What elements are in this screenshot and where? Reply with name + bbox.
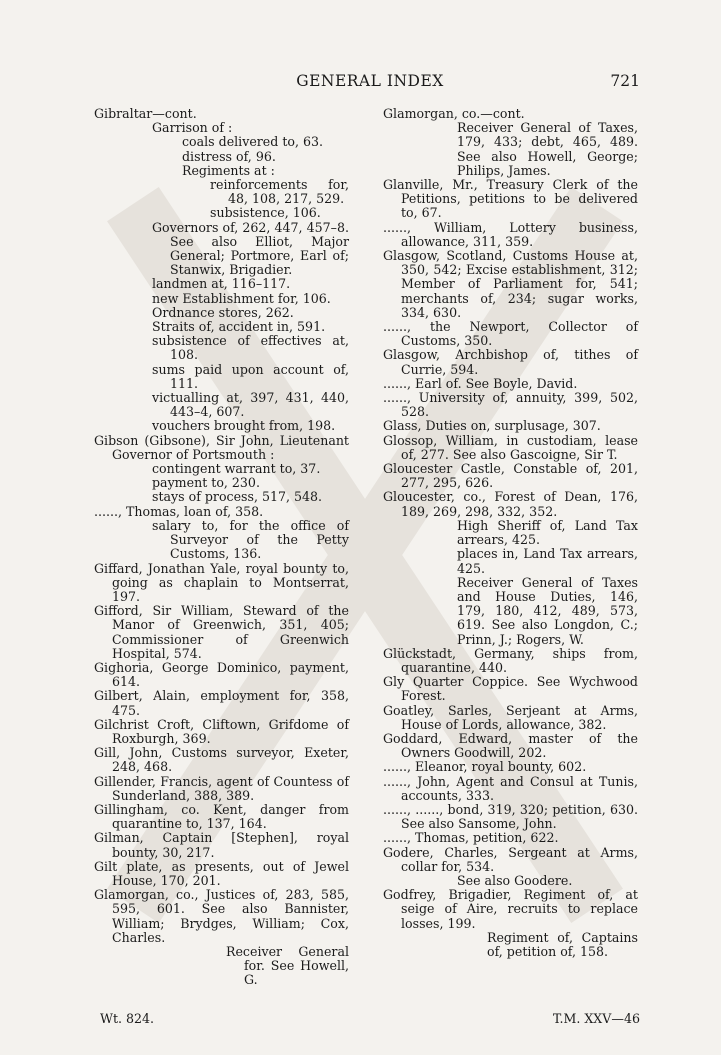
index-entry: Goddard, Edward, master of the Owners Goodwill, 202. — [383, 730, 638, 761]
index-entry: ......, Eleanor, royal bounty, 602. — [383, 759, 587, 775]
index-entry: Gibson (Gibsone), Sir John, Lieutenant Governor of Portsmouth : — [94, 432, 349, 462]
index-entry: Regiment of, Captains of, petition of, 158. — [487, 929, 638, 959]
index-entry: ......, Earl of. See Boyle, David. — [383, 375, 578, 391]
index-entry: Gillender, Francis, agent of Countess of Sunderland, 388, 389. — [94, 773, 349, 803]
index-entry: Gighoria, George Dominico, payment, 614. — [94, 659, 349, 690]
index-entry: landmen at, 116–117. — [152, 276, 291, 292]
index-entry: ......, University of, annuity, 399, 502, 528. — [383, 390, 638, 420]
index-entry: ......, Thomas, loan of, 358. — [94, 503, 264, 519]
index-entry: Gilt plate, as presents, out of Jewel House, 170, 201. — [94, 858, 349, 888]
index-entry: Glamorgan, co., Justices of, 283, 585, 595, 601. See also Bannister, William; Brydges, William; Cox, Charles. — [94, 887, 349, 945]
index-entry: victualling at, 397, 431, 440, 443–4, 607. — [152, 390, 349, 420]
index-entry: Gloucester Castle, Constable of, 201, 277, 295, 626. — [383, 461, 638, 491]
index-entry: Glasgow, Archbishop of, tithes of Currie, 594. — [383, 347, 638, 377]
index-entry: See also Goodere. — [457, 872, 573, 888]
printing-mark: Wt. 824. — [100, 1011, 155, 1026]
index-column-left — [94, 107, 349, 988]
index-entry: Garrison of : — [152, 120, 233, 136]
index-entry: subsistence, 106. — [210, 205, 321, 221]
index-entry: Glückstadt, Germany, ships from, quarantine, 440. — [383, 645, 638, 675]
index-entry: Glossop, William, in custodiam, lease of, 277. See also Gascoigne, Sir T. — [383, 432, 638, 462]
index-entry: Gibraltar—cont. — [94, 106, 197, 121]
index-entry: stays of process, 517, 548. — [152, 489, 323, 505]
index-entry: Receiver General of Taxes and House Duties, 146, 179, 180, 412, 489, 573, 619. See also Longdon, C.; Prinn, J.; Rogers, W. — [457, 574, 638, 647]
index-entry: Glasgow, Scotland, Customs House at, 350, 542; Excise establishment, 312; Member of Parliament for, 541; merchants of, 234; sugar works, 334, 630. — [383, 248, 638, 320]
index-entry: Gly Quarter Coppice. See Wychwood Forest. — [383, 674, 638, 704]
index-entry: High Sheriff of, Land Tax arrears, 425. — [457, 517, 638, 548]
index-column-right — [383, 107, 638, 959]
index-entry: subsistence of effectives at, 108. — [152, 333, 349, 363]
index-entry: coals delivered to, 63. — [182, 134, 323, 150]
index-entry: ......, William, Lottery business, allowance, 311, 359. — [383, 219, 638, 249]
index-entry: Gifford, Sir William, Steward of the Manor of Greenwich, 351, 405; Commissioner of Greenwich Hospital, 574. — [94, 603, 349, 661]
index-entry: contingent warrant to, 37. — [152, 461, 321, 477]
index-entry: Glass, Duties on, surplusage, 307. — [383, 418, 601, 434]
index-entry: Glamorgan, co.—cont. — [383, 106, 525, 121]
index-entry: ......, John, Agent and Consul at Tunis, accounts, 333. — [383, 773, 638, 803]
index-entry: Godere, Charles, Sergeant at Arms, collar for, 534. — [383, 844, 638, 874]
index-entry: Governors of, 262, 447, 457–8. See also Elliot, Major General; Portmore, Earl of; Stanwix, Brigadier. — [152, 219, 349, 278]
index-entry: vouchers brought from, 198. — [152, 418, 336, 434]
index-entry: Straits of, accident in, 591. — [152, 319, 326, 335]
page-footer — [100, 1011, 640, 1027]
index-entry: places in, Land Tax arrears, 425. — [457, 546, 638, 576]
index-entry: Godfrey, Brigadier, Regiment of, at seige of Aire, recruits to replace losses, 199. — [383, 887, 638, 931]
index-entry: Gilbert, Alain, employment for, 358, 475. — [94, 688, 349, 718]
index-entry: Regiments at : — [182, 162, 275, 178]
page-number: 721 — [610, 72, 640, 90]
page-header — [100, 72, 640, 92]
index-entry: Gilchrist Croft, Cliftown, Grifdome of Roxburgh, 369. — [94, 716, 349, 746]
index-entry: salary to, for the office of Surveyor of the Petty Customs, 136. — [152, 517, 349, 562]
index-entry: Receiver General for. See Howell, G. — [226, 943, 349, 988]
index-entry: Gillingham, co. Kent, danger from quarantine to, 137, 164. — [94, 801, 349, 832]
index-entry: Giffard, Jonathan Yale, royal bounty to, going as chaplain to Montserrat, 197. — [94, 560, 349, 604]
index-entry: Ordnance stores, 262. — [152, 304, 294, 320]
index-entry: new Establishment for, 106. — [152, 290, 331, 306]
index-entry: sums paid upon account of, 111. — [152, 361, 349, 391]
page-title: GENERAL INDEX — [296, 72, 444, 90]
index-entry: Gill, John, Customs surveyor, Exeter, 248, 468. — [94, 745, 349, 775]
index-entry: Receiver General of Taxes, 179, 433; debt, 465, 489. See also Howell, George; Philips, James. — [457, 120, 638, 178]
index-entry: Glanville, Mr., Treasury Clerk of the Petitions, petitions to be delivered to, 67. — [383, 177, 638, 221]
index-entry: payment to, 230. — [152, 475, 260, 491]
index-entry: Gilman, Captain [Stephen], royal bounty, 30, 217. — [94, 830, 349, 860]
index-entry: Gloucester, co., Forest of Dean, 176, 189, 269, 298, 332, 352. — [383, 489, 638, 519]
index-entry: distress of, 96. — [182, 148, 276, 164]
index-entry: reinforcements for, 48, 108, 217, 529. — [210, 177, 349, 207]
index-entry: ......, ......, bond, 319, 320; petition, 630. See also Sansome, John. — [383, 801, 638, 832]
index-entry: ......, the Newport, Collector of Customs, 350. — [383, 319, 638, 349]
index-entry: ......, Thomas, petition, 622. — [383, 830, 559, 846]
signature-mark: T.M. XXV—46 — [552, 1011, 640, 1026]
index-entry: Goatley, Sarles, Serjeant at Arms, House of Lords, allowance, 382. — [383, 702, 638, 732]
